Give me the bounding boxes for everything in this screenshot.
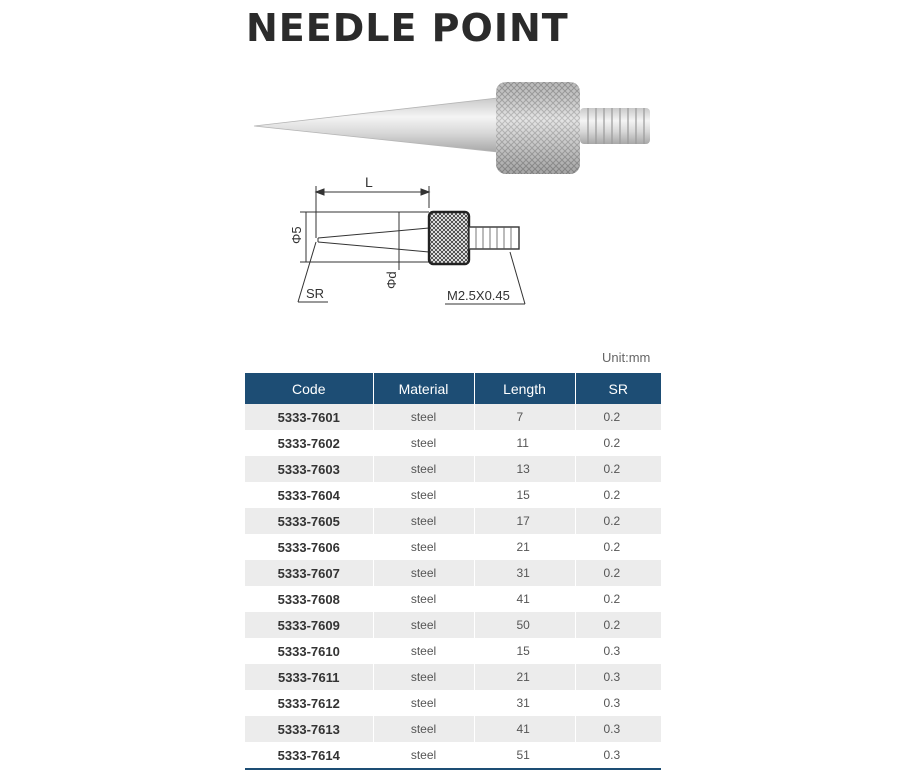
cell-material: steel	[373, 404, 474, 430]
cell-code: 5333-7609	[245, 612, 373, 638]
cell-material: steel	[373, 560, 474, 586]
table-row	[245, 560, 661, 586]
cell-sr: 0.2	[575, 482, 661, 508]
table-row	[245, 482, 661, 508]
cell-material: steel	[373, 456, 474, 482]
header-sr: SR	[575, 373, 661, 404]
cell-length: 15	[474, 638, 575, 664]
dimension-drawing	[270, 172, 540, 312]
cell-sr: 0.3	[575, 742, 661, 769]
page-title: NEEDLE POINT	[246, 6, 569, 50]
cell-code: 5333-7605	[245, 508, 373, 534]
cell-sr: 0.2	[575, 560, 661, 586]
cell-length: 41	[474, 586, 575, 612]
cell-length: 31	[474, 560, 575, 586]
cell-material: steel	[373, 742, 474, 769]
cell-length: 31	[474, 690, 575, 716]
cell-sr: 0.2	[575, 430, 661, 456]
cell-sr: 0.2	[575, 612, 661, 638]
cell-code: 5333-7608	[245, 586, 373, 612]
cell-material: steel	[373, 586, 474, 612]
table-row	[245, 430, 661, 456]
header-code: Code	[245, 373, 373, 404]
table-row	[245, 638, 661, 664]
cell-sr: 0.2	[575, 586, 661, 612]
table-row	[245, 508, 661, 534]
cell-code: 5333-7612	[245, 690, 373, 716]
table-header-row	[245, 373, 661, 404]
header-length: Length	[474, 373, 575, 404]
cell-sr: 0.2	[575, 534, 661, 560]
cell-length: 21	[474, 664, 575, 690]
cell-sr: 0.2	[575, 404, 661, 430]
unit-label: Unit:mm	[602, 350, 651, 365]
cell-material: steel	[373, 690, 474, 716]
cell-length: 13	[474, 456, 575, 482]
table-row	[245, 404, 661, 430]
cell-length: 7	[474, 404, 575, 430]
table-row	[245, 742, 661, 769]
cell-length: 21	[474, 534, 575, 560]
cell-sr: 0.3	[575, 664, 661, 690]
cell-sr: 0.2	[575, 508, 661, 534]
cell-sr: 0.3	[575, 690, 661, 716]
cell-code: 5333-7610	[245, 638, 373, 664]
tip-diameter-dim-label: Φd	[384, 271, 399, 289]
cell-code: 5333-7614	[245, 742, 373, 769]
table-row	[245, 534, 661, 560]
table-row	[245, 716, 661, 742]
table-row	[245, 456, 661, 482]
cell-code: 5333-7613	[245, 716, 373, 742]
table-row	[245, 586, 661, 612]
cell-length: 15	[474, 482, 575, 508]
needle-point-photo	[250, 70, 660, 180]
cell-material: steel	[373, 716, 474, 742]
cell-material: steel	[373, 482, 474, 508]
cell-code: 5333-7601	[245, 404, 373, 430]
cell-material: steel	[373, 508, 474, 534]
cell-code: 5333-7611	[245, 664, 373, 690]
cell-material: steel	[373, 612, 474, 638]
spec-table	[245, 373, 661, 770]
table-row	[245, 690, 661, 716]
cell-code: 5333-7607	[245, 560, 373, 586]
cell-code: 5333-7604	[245, 482, 373, 508]
cell-length: 51	[474, 742, 575, 769]
header-material: Material	[373, 373, 474, 404]
cell-sr: 0.3	[575, 638, 661, 664]
table-row	[245, 664, 661, 690]
cell-code: 5333-7602	[245, 430, 373, 456]
cell-material: steel	[373, 430, 474, 456]
cell-code: 5333-7603	[245, 456, 373, 482]
cell-sr: 0.3	[575, 716, 661, 742]
cell-code: 5333-7606	[245, 534, 373, 560]
table-row	[245, 612, 661, 638]
cell-sr: 0.2	[575, 456, 661, 482]
cell-length: 41	[474, 716, 575, 742]
cell-material: steel	[373, 534, 474, 560]
cell-length: 50	[474, 612, 575, 638]
length-dim-label: L	[365, 174, 373, 190]
thread-label: M2.5X0.45	[447, 288, 510, 303]
cell-material: steel	[373, 638, 474, 664]
radius-label: SR	[306, 286, 325, 301]
diameter-dim-label: Φ5	[289, 226, 304, 244]
cell-material: steel	[373, 664, 474, 690]
cell-length: 17	[474, 508, 575, 534]
cell-length: 11	[474, 430, 575, 456]
